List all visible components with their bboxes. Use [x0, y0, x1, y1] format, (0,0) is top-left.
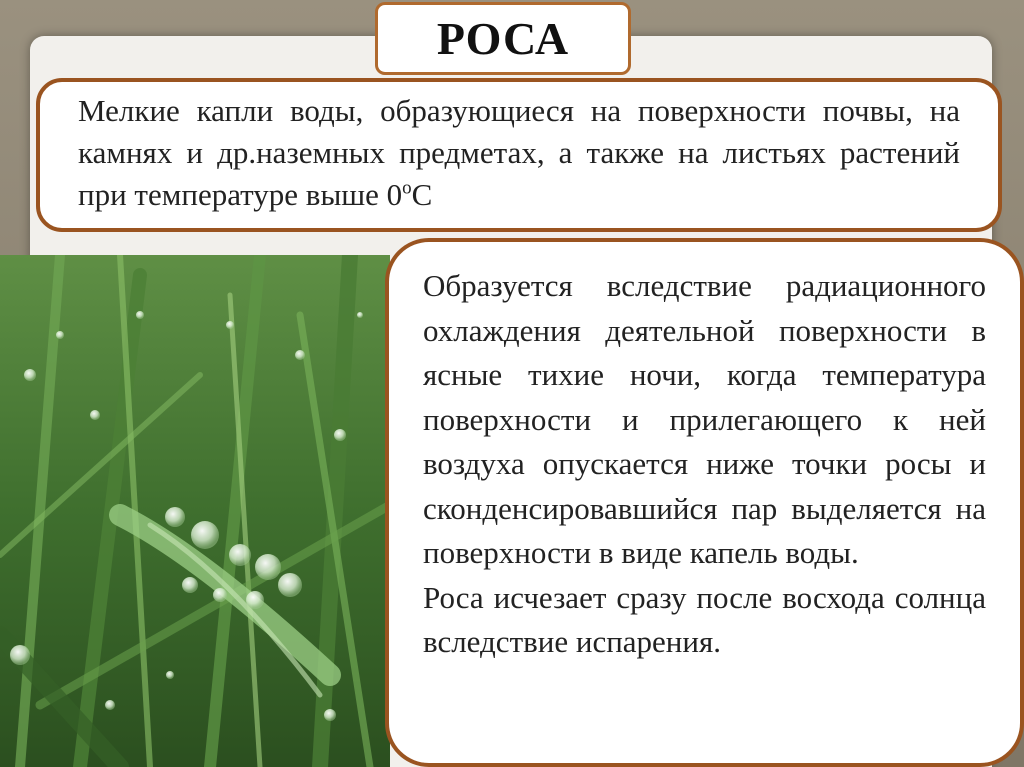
degree-superscript: о	[402, 177, 412, 199]
formation-paragraph: Образуется вследствие радиационного охлаждения деятельной поверхности в ясные тихие ночи, когда температура поверхности и прилегающего к ней воздуха опускается ниже точки росы и сконденсировавшийся пар выделяется на поверхности в виде капель воды.	[423, 268, 986, 570]
dew-grass-photo	[0, 255, 390, 767]
definition-text: Мелкие капли воды, образующиеся на поверхности почвы, на камнях и др.наземных предметах, а также на листьях растений при температуре выше 0	[78, 93, 960, 212]
definition-unit: С	[411, 177, 433, 212]
slide-title: РОСА	[375, 2, 631, 75]
disappearance-paragraph: Роса исчезает сразу после восхода солнца вследствие испарения.	[423, 579, 986, 659]
definition-box	[36, 78, 1002, 232]
formation-box	[385, 238, 1024, 767]
